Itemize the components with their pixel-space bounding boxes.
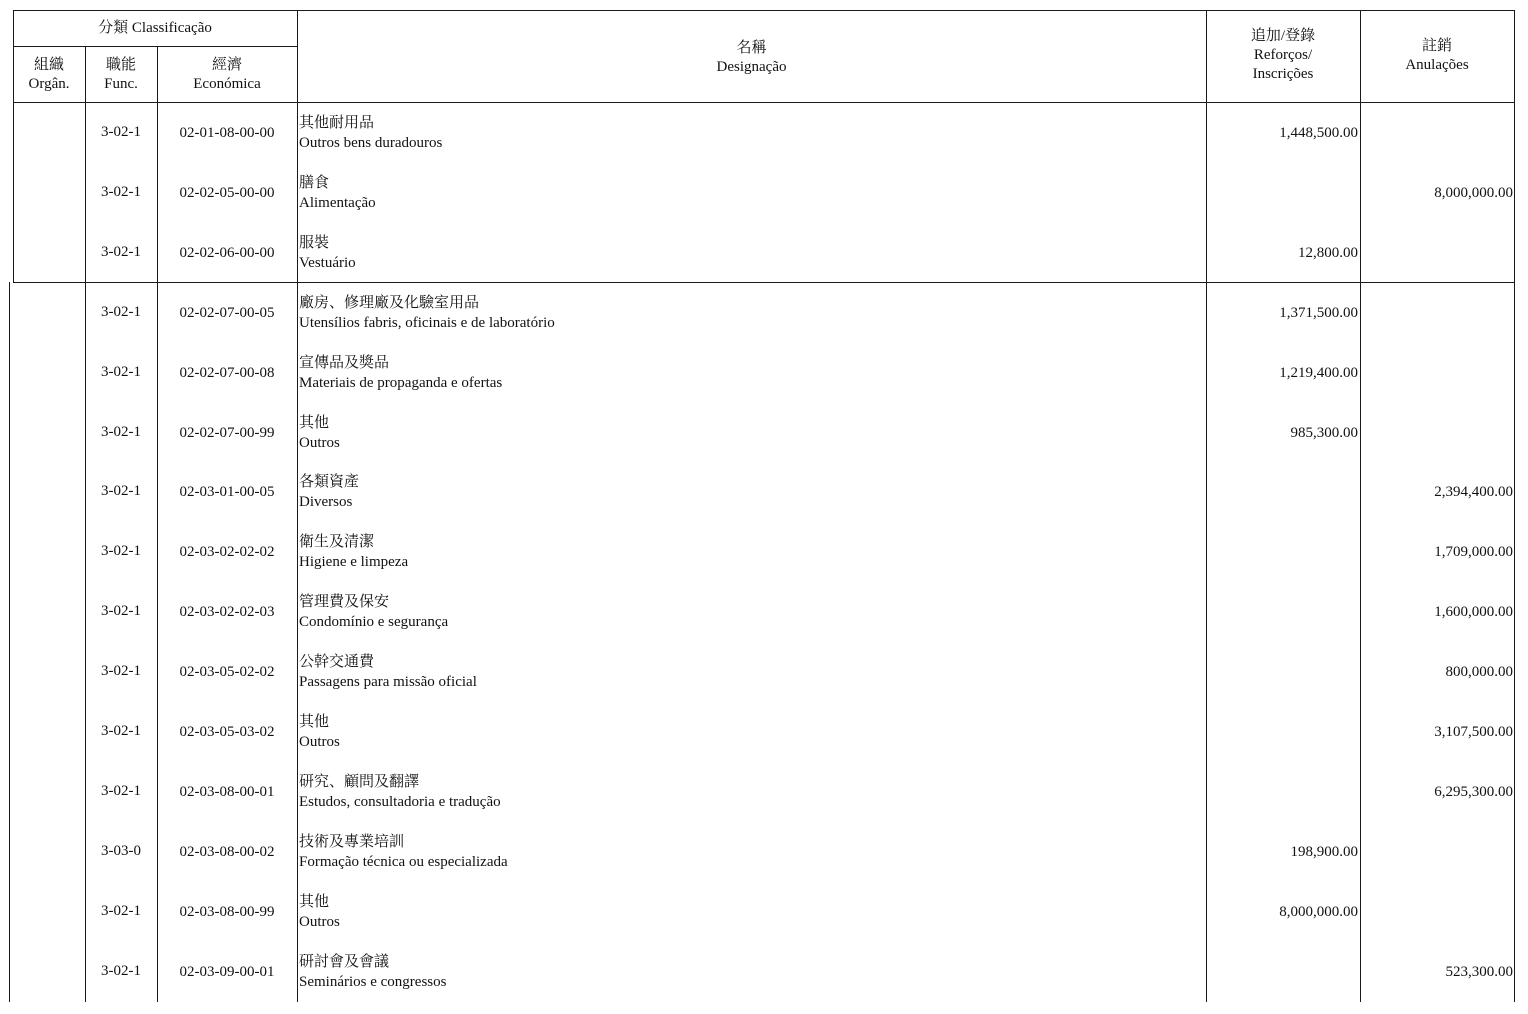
header-reforcos-zh: 追加/登錄 [1250, 28, 1316, 44]
designation [299, 113, 1199, 154]
func-code: 3-02-1 [101, 903, 141, 919]
designation-pt: Estudos, consultadoria e tradução [299, 794, 501, 810]
econ-code: 02-03-02-02-03 [179, 604, 275, 620]
designation [299, 592, 1199, 633]
designation-pt: Diversos [299, 494, 353, 510]
header-econ-pt: Económica [193, 76, 261, 92]
func-code: 3-02-1 [101, 723, 141, 739]
anulacoes-amount: 1,600,000.00 [1434, 604, 1513, 620]
header-organ [13, 56, 85, 94]
func-code: 3-02-1 [101, 124, 141, 140]
designation-zh: 研究、顧問及翻譯 [299, 774, 420, 790]
anulacoes-amount: 523,300.00 [1445, 964, 1513, 980]
designation [299, 832, 1199, 873]
designation-pt: Outros [299, 435, 340, 451]
func-code: 3-02-1 [101, 184, 141, 200]
econ-code: 02-03-09-00-01 [179, 964, 275, 980]
designation [299, 173, 1199, 214]
header-organ-zh: 組織 [33, 57, 64, 73]
designation [299, 532, 1199, 573]
designation-pt: Formação técnica ou especializada [299, 854, 508, 870]
header-designation [297, 39, 1206, 77]
designation-zh: 其他耐用品 [299, 115, 375, 131]
column-border-reforcos [1360, 10, 1361, 1002]
designation [299, 772, 1199, 813]
header-anulacoes-pt: Anulações [1405, 57, 1469, 73]
func-code: 3-02-1 [101, 364, 141, 380]
designation-pt: Materiais de propaganda e ofertas [299, 375, 503, 391]
header-designation-zh: 名稱 [736, 40, 767, 56]
designation-zh: 膳食 [299, 175, 330, 191]
designation-zh: 管理費及保安 [299, 594, 390, 610]
designation-pt: Outros [299, 914, 340, 930]
designation [299, 472, 1199, 513]
anulacoes-amount: 800,000.00 [1445, 664, 1513, 680]
econ-code: 02-02-07-00-08 [179, 365, 275, 381]
column-border-left-lower [9, 282, 10, 1002]
header-func-zh: 職能 [105, 57, 136, 73]
func-code: 3-03-0 [101, 843, 141, 859]
designation-zh: 其他 [299, 894, 330, 910]
designation-pt: Outros bens duradouros [299, 135, 443, 151]
header-bottom-border [13, 102, 1515, 103]
designation-zh: 宣傳品及獎品 [299, 355, 390, 371]
econ-code: 02-03-01-00-05 [179, 484, 275, 500]
designation [299, 233, 1199, 274]
header-func [85, 56, 157, 94]
designation-pt: Utensílios fabris, oficinais e de laboratório [299, 315, 555, 331]
header-econ [157, 56, 297, 94]
header-econ-zh: 經濟 [211, 57, 242, 73]
designation [299, 712, 1199, 753]
func-code: 3-02-1 [101, 424, 141, 440]
econ-code: 02-02-07-00-05 [179, 305, 275, 321]
header-classification: 分類 Classificação [98, 20, 212, 36]
func-code: 3-02-1 [101, 663, 141, 679]
header-reforcos-pt-2: Inscrições [1252, 66, 1314, 82]
anulacoes-amount: 8,000,000.00 [1434, 185, 1513, 201]
econ-code: 02-01-08-00-00 [179, 125, 275, 141]
header-anulacoes [1360, 37, 1514, 75]
header-organ-pt: Orgân. [28, 76, 70, 92]
econ-code: 02-03-08-00-02 [179, 844, 275, 860]
reforcos-amount: 8,000,000.00 [1279, 904, 1358, 920]
econ-code: 02-02-06-00-00 [179, 245, 275, 261]
func-code: 3-02-1 [101, 603, 141, 619]
designation [299, 892, 1199, 933]
econ-code: 02-03-05-02-02 [179, 664, 275, 680]
reforcos-amount: 1,219,400.00 [1279, 365, 1358, 381]
header-reforcos [1206, 27, 1360, 84]
designation-zh: 其他 [299, 714, 330, 730]
header-anulacoes-zh: 註銷 [1421, 38, 1452, 54]
table-top-border [13, 10, 1515, 11]
reforcos-amount: 1,448,500.00 [1279, 125, 1358, 141]
header-designation-pt: Designação [716, 59, 787, 75]
func-code: 3-02-1 [101, 543, 141, 559]
reforcos-amount: 985,300.00 [1290, 425, 1358, 441]
anulacoes-amount: 2,394,400.00 [1434, 484, 1513, 500]
designation-pt: Passagens para missão oficial [299, 674, 477, 690]
designation [299, 952, 1199, 993]
designation-zh: 研討會及會議 [299, 954, 390, 970]
designation-zh: 廠房、修理廠及化驗室用品 [299, 295, 480, 311]
section-divider [13, 282, 1515, 283]
designation [299, 652, 1199, 693]
econ-code: 02-03-05-03-02 [179, 724, 275, 740]
econ-code: 02-02-07-00-99 [179, 425, 275, 441]
designation-zh: 服裝 [299, 235, 330, 251]
column-border-econ [297, 10, 298, 1002]
reforcos-amount: 1,371,500.00 [1279, 305, 1358, 321]
anulacoes-amount: 1,709,000.00 [1434, 544, 1513, 560]
header-reforcos-pt: Reforços/ [1253, 47, 1313, 63]
designation-pt: Condomínio e segurança [299, 614, 449, 630]
anulacoes-amount: 6,295,300.00 [1434, 784, 1513, 800]
econ-code: 02-02-05-00-00 [179, 185, 275, 201]
econ-code: 02-03-02-02-02 [179, 544, 275, 560]
designation-zh: 衛生及清潔 [299, 534, 375, 550]
func-code: 3-02-1 [101, 783, 141, 799]
designation-zh: 各類資產 [299, 474, 360, 490]
classification-divider [13, 46, 297, 47]
designation-pt: Alimentação [299, 195, 376, 211]
func-code: 3-02-1 [101, 304, 141, 320]
func-code: 3-02-1 [101, 483, 141, 499]
designation-pt: Vestuário [299, 255, 356, 271]
designation [299, 413, 1199, 454]
header-func-pt: Func. [104, 76, 138, 92]
reforcos-amount: 12,800.00 [1298, 245, 1358, 261]
column-border-left [13, 10, 14, 282]
designation-zh: 其他 [299, 415, 330, 431]
econ-code: 02-03-08-00-01 [179, 784, 275, 800]
reforcos-amount: 198,900.00 [1290, 844, 1358, 860]
designation-zh: 技術及專業培訓 [299, 834, 405, 850]
econ-code: 02-03-08-00-99 [179, 904, 275, 920]
anulacoes-amount: 3,107,500.00 [1434, 724, 1513, 740]
designation-zh: 公幹交通費 [299, 654, 375, 670]
func-code: 3-02-1 [101, 963, 141, 979]
designation-pt: Seminários e congressos [299, 974, 447, 990]
designation [299, 353, 1199, 394]
designation [299, 293, 1199, 334]
designation-pt: Outros [299, 734, 340, 750]
column-border-right [1514, 10, 1515, 1002]
designation-pt: Higiene e limpeza [299, 554, 409, 570]
func-code: 3-02-1 [101, 244, 141, 260]
